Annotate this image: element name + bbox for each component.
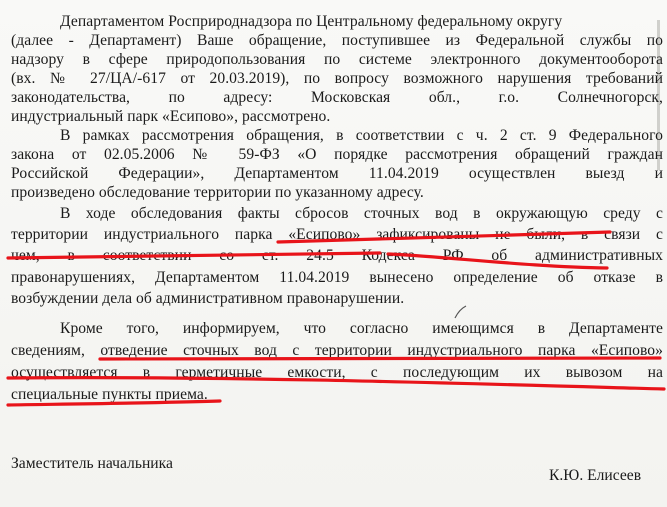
text-line: закона от 02.05.2006 № 59-ФЗ «О порядке рассмотрения обращений граждан	[11, 146, 663, 163]
text-line: индустриальный парк «Есипово», рассмотрено.	[11, 108, 331, 125]
text-line: Департаментом Росприроднадзора по Центральному федеральному округу	[60, 13, 563, 30]
text-line: сведениям, отведение сточных вод с территории индустриального парка «Есипово»	[11, 342, 663, 359]
text-line: осуществляется в герметичные емкости, с последующим их вывозом на	[11, 364, 663, 381]
text-line: В ходе обследования факты сбросов сточных вод в окружающую среду с	[60, 205, 663, 222]
text-line: территории индустриального парка «Есипово» зафиксированы не были, в связи с	[11, 226, 663, 243]
text-line: В рамках рассмотрения обращения, в соответствии с ч. 2 ст. 9 Федерального	[60, 127, 663, 144]
text-line: возбуждении дела об административном правонарушении.	[11, 290, 405, 307]
text-line: произведено обследование территории по указанному адресу.	[11, 184, 424, 201]
signature-position: Заместитель начальника	[11, 455, 173, 472]
text-line: надзору в сфере природопользования по системе электронного документооборота	[11, 51, 663, 68]
text-line: законодательства, по адресу: Московская обл., г.о. Солнечногорск,	[11, 89, 663, 106]
text-line: (вх. № 27/ЦА/-617 от 20.03.2019), по вопросу возможного нарушения требований	[11, 70, 663, 87]
pen-mark	[455, 306, 466, 318]
text-line: специальные пункты приема.	[11, 386, 208, 403]
text-line: Кроме того, информируем, что согласно имеющимся в Департаменте	[60, 320, 663, 337]
text-line: Российской Федерации», Департаментом 11.04.2019 осуществлен выезд и	[11, 165, 663, 182]
signature-name: К.Ю. Елисеев	[549, 467, 642, 484]
text-line: (далее - Департамент) Ваше обращение, поступившее из Федеральной службы по	[11, 32, 663, 49]
text-line: правонарушениях, Департаментом 11.04.2019 вынесено определение об отказе в	[11, 269, 663, 286]
text-line: чем, в соответствии со ст. 24.5 Кодекса РФ об административных	[11, 247, 663, 264]
